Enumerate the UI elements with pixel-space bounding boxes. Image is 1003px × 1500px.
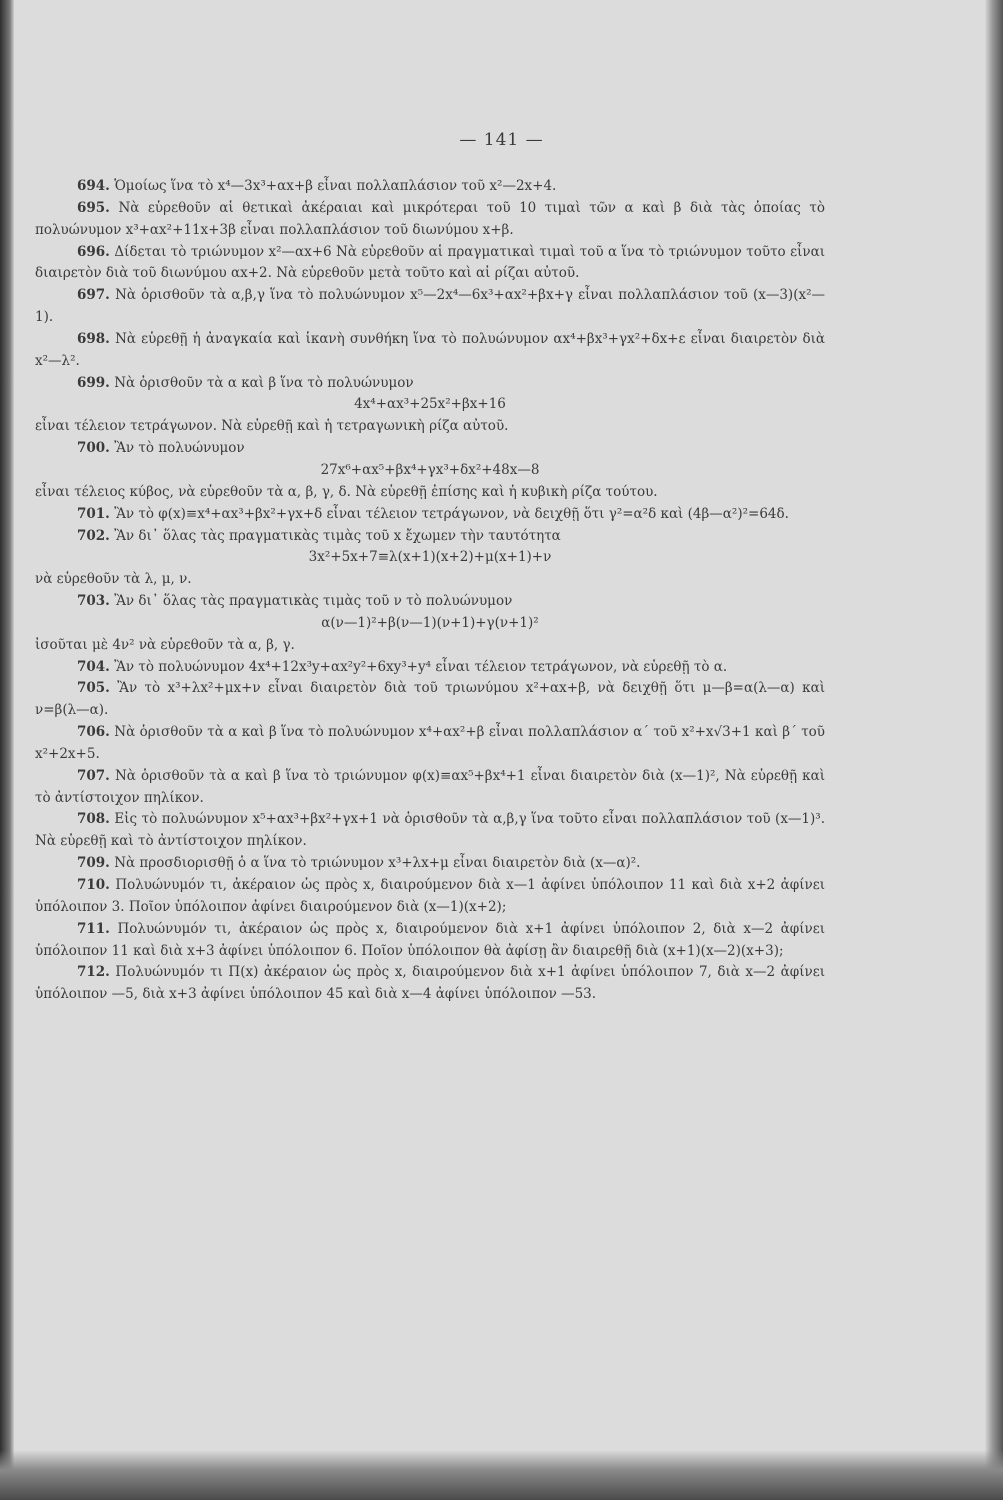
- problem-703-continuation: ἰσοῦται μὲ 4ν² νὰ εὑρεθοῦν τὰ α, β, γ.: [35, 636, 295, 653]
- problem-701: 701. Ἂν τὸ φ(x)≡x⁴+αx³+βx²+γx+δ εἶναι τέλειον τετράγωνον, νὰ δειχθῇ ὅτι γ²=α²δ καὶ (4β—α²)²=64δ.: [77, 505, 789, 522]
- problem-703: 703. Ἂν δι᾽ ὅλας τὰς πραγματικὰς τιμὰς τοῦ ν τὸ πολυώνυμον: [77, 593, 513, 610]
- problem-697: 697. Νὰ ὁρισθοῦν τὰ α,β,γ ἵνα τὸ πολυώνυμον x⁵—2x⁴—6x³+αx²+βx+γ εἶναι πολλαπλάσιον τοῦ (x—3)(x²—1).: [35, 287, 825, 326]
- problem-710: 710. Πολυώνυμόν τι, ἀκέραιον ὡς πρὸς x, διαιρούμενον διὰ x—1 ἀφίνει ὑπόλοιπον 11 καὶ διὰ x+2 ἀφίνει ὑπόλοιπον 3. Ποῖον ὑπόλοιπον ἀφίνει διαιρούμενον διὰ (x—1)(x+2);: [35, 877, 825, 915]
- problem-699: 699. Νὰ ὁρισθοῦν τὰ α καὶ β ἵνα τὸ πολυώνυμον: [77, 374, 414, 391]
- problem-712: 712. Πολυώνυμόν τι Π(x) ἀκέραιον ὡς πρὸς x, διαιρούμενον διὰ x+1 ἀφίνει ὑπόλοιπον 7, διὰ x—2 ἀφίνει ὑπόλοιπον —5, διὰ x+3 ἀφίνει ὑπόλοιπον 45 καὶ διὰ x—4 ἀφίνει ὑπόλοιπον —53.: [35, 964, 825, 1003]
- page-shadow-bottom: [0, 1450, 1003, 1500]
- problem-694: 694. Ὁμοίως ἵνα τὸ x⁴—3x³+αx+β εἶναι πολλαπλάσιον τοῦ x²—2x+4.: [77, 178, 557, 194]
- problem-706: 706. Νὰ ὁρισθοῦν τὰ α καὶ β ἵνα τὸ πολυώνυμον x⁴+αx²+β εἶναι πολλαπλάσιον α΄ τοῦ x²+x√3+1 καὶ β΄ τοῦ x²+2x+5.: [35, 724, 826, 762]
- page-number: — 141 —: [459, 130, 544, 150]
- page-shadow-left: [0, 0, 14, 1500]
- problem-707: 707. Νὰ ὁρισθοῦν τὰ α καὶ β ἵνα τὸ τριώνυμον φ(x)≡αx⁵+βx⁴+1 εἶναι διαιρετὸν διὰ (x—1)², Νὰ εὑρεθῇ καὶ τὸ ἀντίστοιχον πηλίκον.: [35, 767, 825, 806]
- problem-708: 708. Εἰς τὸ πολυώνυμον x⁵+αx³+βx²+γx+1 νὰ ὁρισθοῦν τὰ α,β,γ ἵνα τοῦτο εἶναι πολλαπλάσιον τοῦ (x—1)³. Νὰ εὑρεθῇ καὶ τὸ ἀντίστοιχον πηλίκον.: [35, 811, 825, 850]
- problem-702: 702. Ἂν δι᾽ ὅλας τὰς πραγματικὰς τιμὰς τοῦ x ἔχωμεν τὴν ταυτότητα: [77, 527, 561, 544]
- problem-702-continuation: νὰ εὑρεθοῦν τὰ λ, μ, ν.: [35, 571, 192, 588]
- formula-702: 3x²+5x+7≡λ(x+1)(x+2)+μ(x+1)+ν: [308, 549, 552, 566]
- problem-700: 700. Ἂν τὸ πολυώνυμον: [77, 440, 245, 457]
- problem-711: 711. Πολυώνυμόν τι, ἀκέραιον ὡς πρὸς x, διαιρούμενον διὰ x+1 ἀφίνει ὑπόλοιπον 2, διὰ x—2 ἀφίνει ὑπόλοιπον 11 καὶ διὰ x+3 ἀφίνει ὑπόλοιπον 6. Ποῖον ὑπόλοιπον θὰ ἀφίσῃ ἂν διαιρεθῇ διὰ (x+1)(x—2)(x+3);: [35, 920, 825, 959]
- formula-700: 27x⁶+αx⁵+βx⁴+γx³+δx²+48x—8: [320, 461, 540, 478]
- problem-704: 704. Ἂν τὸ πολυώνυμον 4x⁴+12x³y+αx²y²+6xy³+y⁴ εἶναι τέλειον τετράγωνον, νὰ εὑρεθῇ τὸ α.: [77, 658, 728, 675]
- problem-700-continuation: εἶναι τέλειος κύβος, νὰ εὑρεθοῦν τὰ α, β, γ, δ. Νὰ εὑρεθῇ ἐπίσης καὶ ἡ κυβικὴ ρίζα τούτου.: [35, 483, 658, 500]
- problem-705: 705. Ἂν τὸ x³+λx²+μx+ν εἶναι διαιρετὸν διὰ τοῦ τριωνύμου x²+αx+β, νὰ δειχθῇ ὅτι μ—β=α(λ—α) καὶ ν=β(λ—α).: [35, 680, 826, 719]
- problem-698: 698. Νὰ εὑρεθῇ ἡ ἀναγκαία καὶ ἱκανὴ συνθήκη ἵνα τὸ πολυώνυμον αx⁴+βx³+γx²+δx+ε εἶναι διαιρετὸν διὰ x²—λ².: [35, 330, 825, 369]
- formula-703: α(ν—1)²+β(ν—1)(ν+1)+γ(ν+1)²: [321, 614, 539, 631]
- formula-699: 4x⁴+αx³+25x²+βx+16: [354, 396, 506, 413]
- problem-699-continuation: εἶναι τέλειον τετράγωνον. Νὰ εὑρεθῇ καὶ ἡ τετραγωνικὴ ρίζα αὐτοῦ.: [35, 418, 509, 435]
- page-shadow-right: [985, 0, 1003, 1500]
- problem-list: [35, 176, 825, 1006]
- problem-709: 709. Νὰ προσδιορισθῇ ὁ α ἵνα τὸ τριώνυμον x³+λx+μ εἶναι διαιρετὸν διὰ (x—α)².: [77, 855, 641, 872]
- problem-696: 696. Δίδεται τὸ τριώνυμον x²—αx+6 Νὰ εὑρεθοῦν αἱ πραγματικαὶ τιμαὶ τοῦ α ἵνα τὸ τριώνυμον τοῦτο εἶναι διαιρετὸν διὰ τοῦ διωνύμου αx+2. Νὰ εὑρεθοῦν μετὰ τοῦτο καὶ αἱ ρίζαι αὐτοῦ.: [35, 243, 825, 282]
- problem-695: 695. Νὰ εὑρεθοῦν αἱ θετικαὶ ἀκέραιαι καὶ μικρότεραι τοῦ 10 τιμαὶ τῶν α καὶ β διὰ τὰς ὁποίας τὸ πολυώνυμον x³+αx²+11x+3β εἶναι πολλαπλάσιον τοῦ διωνύμου x+β.: [35, 199, 825, 238]
